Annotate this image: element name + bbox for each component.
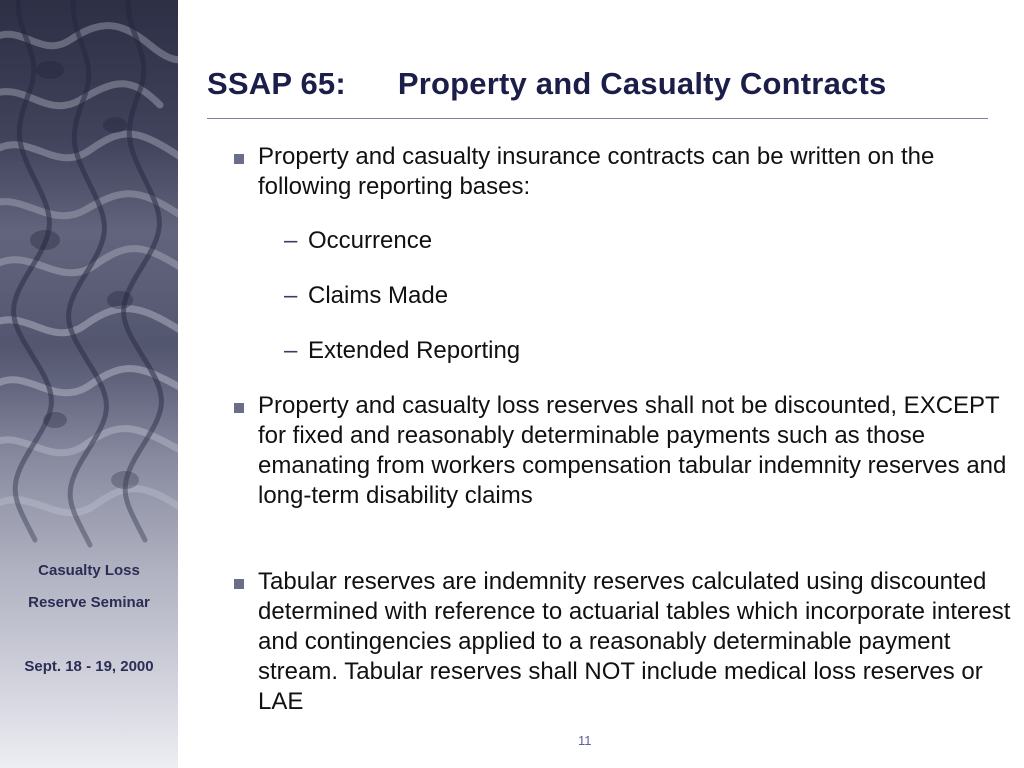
seminar-name [0,555,178,619]
page-number: 11 [578,733,592,748]
square-bullet-icon [234,403,244,413]
sub-bullet-item [230,226,1024,256]
dash-bullet-icon: – [284,337,298,364]
slide-title-text: Property and Casualty Contracts [397,66,887,101]
bullet-item [230,142,1018,202]
bullet-text: Tabular reserves are indemnity reserves calculated using discounted determined with reference to actuarial tables which incorporate interest and contingencies applied to a reasonably determinable payment stream. Tabular reserves shall NOT include medical loss reserves or LAE [258,568,1011,715]
bullet-item [230,567,1018,717]
bullet-item [230,391,1018,511]
slide-title [207,66,886,102]
bullet-text: Property and casualty loss reserves shall not be discounted, EXCEPT for fixed and reasonably determinable payments such as those emanating from workers compensation tabular indemnity reserves and long-term disability claims [258,392,1007,509]
sub-bullet-item [230,336,1024,366]
seminar-name-line1: Casualty Loss [38,562,140,579]
dash-bullet-icon: – [284,282,298,309]
square-bullet-icon [234,579,244,589]
sub-bullet-text: Extended Reporting [308,337,521,364]
sub-bullet-item [230,281,1024,311]
sidebar-puzzle-graphic [0,0,178,768]
slide-title-code: SSAP 65: [207,66,346,101]
sub-bullet-text: Claims Made [308,282,449,309]
title-divider [207,118,988,119]
sub-bullet-text: Occurrence [308,227,433,254]
square-bullet-icon [234,154,244,164]
seminar-name-line2: Reserve Seminar [28,594,150,611]
seminar-date: Sept. 18 - 19, 2000 [24,658,154,675]
dash-bullet-icon: – [284,227,298,254]
bullet-text: Property and casualty insurance contracts can be written on the following reporting bases: [258,143,935,200]
